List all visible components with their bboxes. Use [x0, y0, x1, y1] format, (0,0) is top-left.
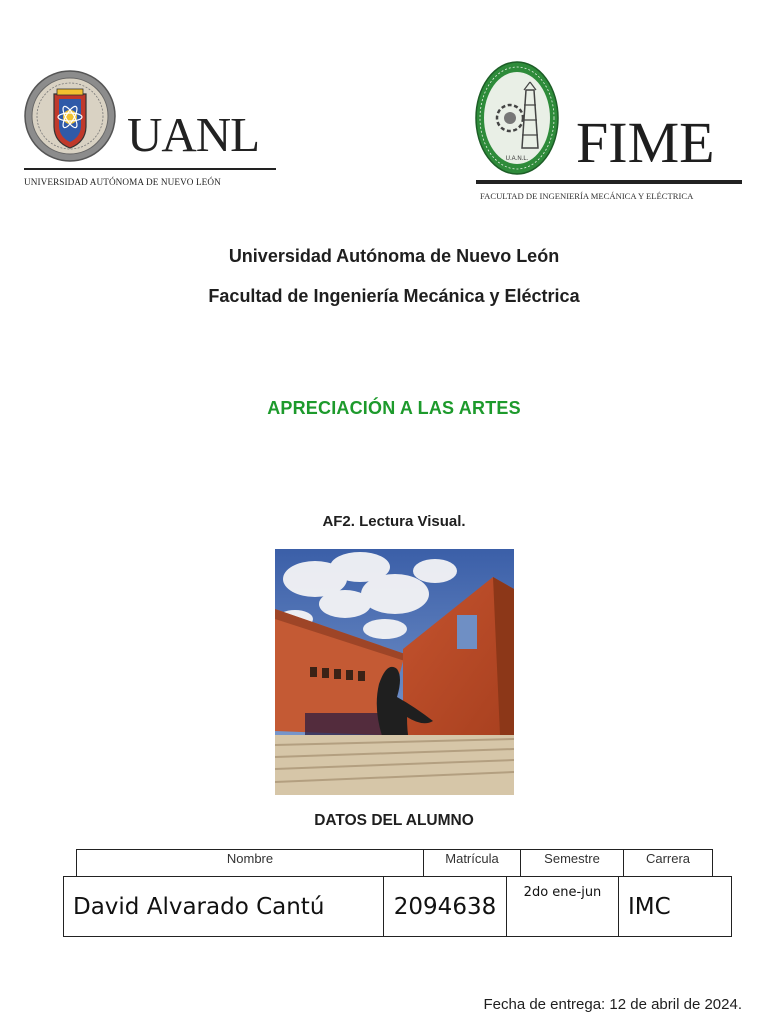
fime-seal-icon — [474, 60, 560, 176]
uanl-subtitle: UNIVERSIDAD AUTÓNOMA DE NUEVO LEÓN — [24, 177, 221, 187]
fime-subtitle: FACULTAD DE INGENIERÍA MECÁNICA Y ELÉCTRICA — [480, 191, 694, 201]
table-row — [64, 877, 732, 937]
column-header-carrera: Carrera — [624, 850, 713, 877]
activity-title: AF2. Lectura Visual. — [322, 513, 466, 530]
svg-text:U.A.N.L.: U.A.N.L. — [505, 156, 529, 162]
fime-logo — [472, 60, 744, 208]
cell-semestre: 2do ene-jun — [507, 877, 619, 937]
student-data-title: DATOS DEL ALUMNO — [314, 812, 474, 829]
university-title: Universidad Autónoma de Nuevo León — [228, 246, 560, 266]
column-header-matricula: Matrícula — [424, 850, 521, 877]
fime-divider — [476, 180, 742, 184]
uanl-logo — [24, 64, 286, 200]
museum-photo — [275, 549, 514, 795]
column-header-semestre: Semestre — [521, 850, 624, 877]
column-header-nombre: Nombre — [77, 850, 424, 877]
uanl-divider — [24, 168, 276, 170]
uanl-seal-icon — [24, 68, 116, 164]
fime-wordmark: FIME — [576, 110, 715, 175]
student-table-header — [76, 849, 713, 877]
delivery-date: Fecha de entrega: 12 de abril de 2024. — [483, 996, 742, 1013]
cell-matricula: 2094638 — [384, 877, 507, 937]
student-table-row — [63, 876, 732, 937]
cell-carrera: IMC — [619, 877, 732, 937]
cell-nombre: David Alvarado Cantú — [64, 877, 384, 937]
uanl-wordmark: UANL — [127, 107, 260, 162]
course-title: APRECIACIÓN A LAS ARTES — [267, 398, 521, 418]
faculty-title: Facultad de Ingeniería Mecánica y Eléctrica — [208, 286, 580, 306]
